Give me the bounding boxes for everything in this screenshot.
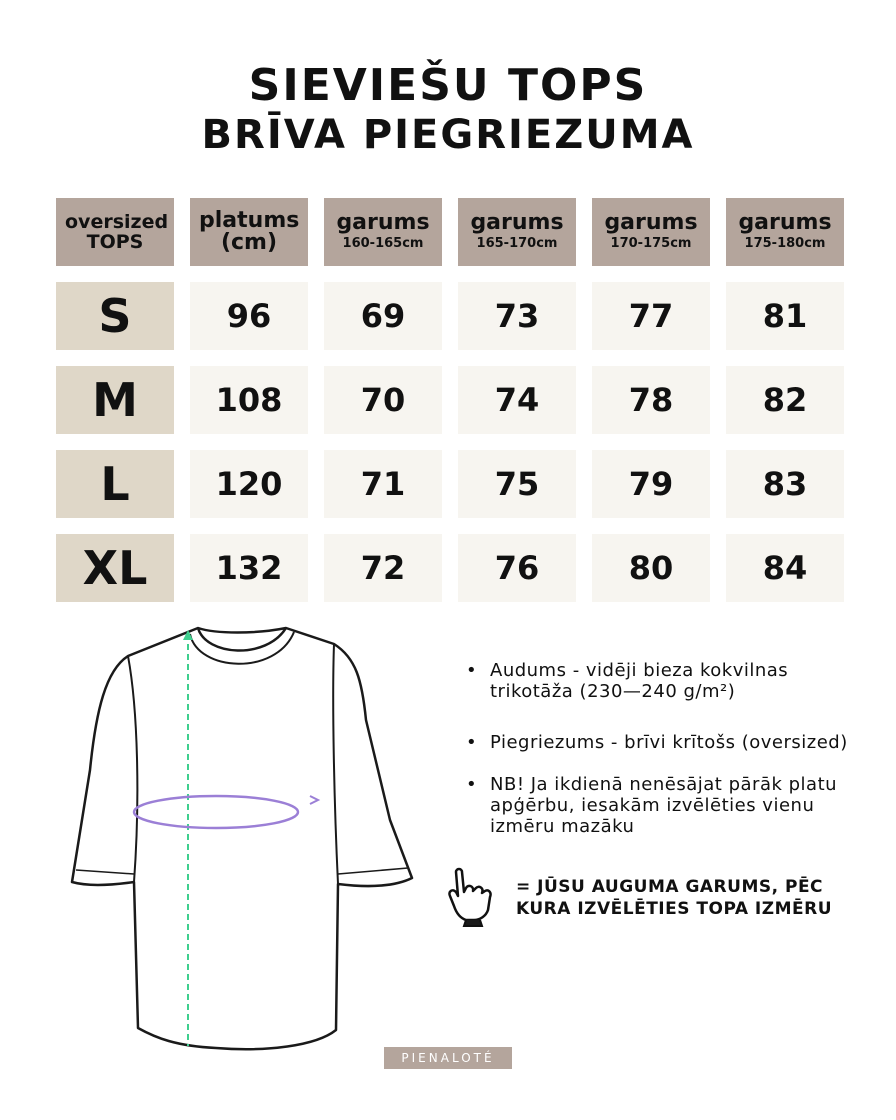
header-garums-165: [458, 198, 576, 266]
brand-logo: PIENALOTÉ: [384, 1047, 512, 1069]
value-cell: 84: [726, 534, 844, 602]
size-cell-s: S: [56, 282, 174, 350]
header-label: oversized TOPS: [65, 211, 169, 253]
header-platums: [190, 198, 308, 266]
value-cell: 74: [458, 366, 576, 434]
size-cell-m: M: [56, 366, 174, 434]
value-cell: 80: [592, 534, 710, 602]
value-cell: 132: [190, 534, 308, 602]
value-cell: 76: [458, 534, 576, 602]
value-cell: 73: [458, 282, 576, 350]
value-cell: 71: [324, 450, 442, 518]
size-cell-l: L: [56, 450, 174, 518]
value-cell: 83: [726, 450, 844, 518]
pointing-hand-icon: [446, 866, 498, 928]
header-garums-160: [324, 198, 442, 266]
header-sublabel: 165-170cm: [476, 236, 558, 251]
value-cell: 70: [324, 366, 442, 434]
value-cell: 72: [324, 534, 442, 602]
header-label: garums: [470, 210, 564, 235]
header-garums-175: [726, 198, 844, 266]
value-cell: 120: [190, 450, 308, 518]
value-cell: 81: [726, 282, 844, 350]
header-sublabel: 170-175cm: [610, 236, 692, 251]
header-label: garums: [738, 210, 832, 235]
header-garums-170: [592, 198, 710, 266]
value-cell: 79: [592, 450, 710, 518]
value-cell: 78: [592, 366, 710, 434]
value-cell: 108: [190, 366, 308, 434]
info-bullet-note: • NB! Ja ikdienā nenēsājat pārāk platu apģērbu, iesakām izvēlēties vienu izmēru mazāku: [464, 774, 864, 837]
header-label: platums (cm): [199, 208, 300, 255]
legend-text: = JŪSU AUGUMA GARUMS, PĒC KURA IZVĒLĒTIES TOPA IZMĒRU: [516, 877, 833, 919]
header-label: garums: [604, 210, 698, 235]
page-title: SIEVIEŠU TOPS: [248, 60, 648, 111]
value-cell: 96: [190, 282, 308, 350]
page-subtitle: BRĪVA PIEGRIEZUMA: [201, 112, 695, 158]
info-bullet-cut: • Piegriezums - brīvi krītošs (oversized): [464, 732, 848, 753]
header-oversized-tops: [56, 198, 174, 266]
value-cell: 69: [324, 282, 442, 350]
value-cell: 82: [726, 366, 844, 434]
value-cell: 75: [458, 450, 576, 518]
info-bullet-fabric: • Audums - vidēji bieza kokvilnas trikotāža (230—240 g/m²): [464, 660, 864, 702]
value-cell: 77: [592, 282, 710, 350]
header-sublabel: 160-165cm: [342, 236, 424, 251]
header-label: garums: [336, 210, 430, 235]
tshirt-outline-icon: [66, 620, 418, 1060]
header-sublabel: 175-180cm: [744, 236, 826, 251]
size-cell-xl: XL: [56, 534, 174, 602]
